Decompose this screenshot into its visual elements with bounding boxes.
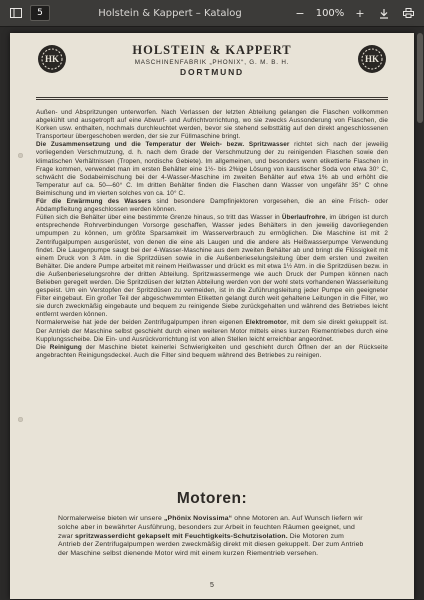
paragraph: Füllen sich die Behälter über eine bestimmte Grenze hinaus, so tritt das Wasser in Überlaufrohre, im übrigen ist durch entsprechende Rohrverbindungen Vorsorge geschaffen, Wasser jedes Behälters in den jeweilig davorliegenden umpumpen zu können, um größte Sparsamkeit im Wasserverbrauch zu ermöglichen. Die Maschine ist mit 2 Zentrifugalpumpen ausgerüstet, von denen die eine als Laugen und die andere als Heißwasserpumpe Verwendung findet. Die Laugenpumpe saugt bei der 4-Wasser-Maschine aus dem zweiten Behälter ab und bringt die Flüssigkeit mit einem Druck von 3 Atm. in die Spritzdüsen sowie in die Außenberieselungsleitung über dem ersten und zweiten Behälter. Die andere Pumpe arbeitet mit reinem Heißwasser und drückt es mit etwa 1½ Atm. in die Spritzdüsen bezw. in die Außenberieselungsrohre der dritten Abteilung. Spritzwassermenge wie auch Druck der Pumpen können nach Belieben geregelt werden. Die Spritzdüsen der letzten Abteilung werden von der wohl stets vorhandenen Wasserleitung gespeist. Um ein Verstopfen der Spritzdüsen zu vermeiden, ist in die Zuführungsleitung jeder Pumpe ein geeigneter Filter eingebaut. Ein großer Teil der abgeschwemmten Etiketten gelangt durch weit gehaltene Leitungen in die Filter, wo sie durch zweckmäßig eingebaute und bequem zu reinigende Siebe zurückgehalten und während des Betriebes leicht entfernt werden können. xyxy=(36,214,388,319)
company-name: HOLSTEIN & KAPPERT xyxy=(132,43,292,57)
zoom-level[interactable]: 100% xyxy=(315,7,345,19)
svg-text:HK: HK xyxy=(364,54,380,64)
paragraph: Normalerweise hat jede der beiden Zentrifugalpumpen ihren eigenen Elektromotor, mit dem sie direkt gekuppelt ist. Der Antrieb der Maschine selbst geschieht durch einen weiteren Motor mittels eines kurzen Riementriebes durch eine Kupplungsscheibe. Die Ein- und Ausrückvorrichtung ist von allen Stellen leicht erreichbar angeordnet. xyxy=(36,319,388,343)
motoren-text xyxy=(58,515,366,561)
page-stage xyxy=(0,27,424,600)
paragraph: Normalerweise bieten wir unsere „Phönix Novissima“ ohne Motoren an. Auf Wunsch liefern wir solche aber in bewährter Ausführung, besonders zur Arbeit in feuchten Räumen geeignet, und zwar spritzwasserdicht gekapselt mit Feuchtigkeits-Schutzisolation. Die Motoren zum Antrieb der Zentrifugalpumpen werden zweckmäßig direkt mit diesen gekuppelt. Der zum Antrieb der Maschine selbst dienende Motor wird mit einem kurzen Riementrieb versehen. xyxy=(58,515,364,558)
scrollbar[interactable] xyxy=(417,33,423,599)
svg-text:HK: HK xyxy=(44,54,60,64)
paragraph: Außen- und Abspritzungen unterworfen. Nach Verlassen der letzten Abteilung gelangen die Flaschen vollkommen abgekühlt und ausgetropft auf eine Abwurf- und Aufrichtvorrichtung, wo sie zwecks Aussonderung von Flaschen, die Korken usw. enthalten, nochmals durchleuchtet werden, bevor sie stehend selbsttätig auf den direkt angeschlossenen Transporteur übergeschoben werden, der sie zur Füllmaschine bringt. xyxy=(36,109,388,141)
viewer-toolbar xyxy=(0,0,424,27)
header-rule xyxy=(36,99,388,100)
paragraph: Die Reinigung der Maschine bietet keinerlei Schwierigkeiten und geschieht durch Öffnen der an der Rückseite angebrachten Reinigungsdeckel. Auch die Filter sind bequem während des Betriebes zu reinigen. xyxy=(36,343,388,359)
scrollbar-thumb[interactable] xyxy=(417,33,423,123)
zoom-in-icon[interactable]: + xyxy=(355,6,365,20)
letterhead xyxy=(10,43,414,77)
document-page xyxy=(10,33,414,599)
sidebar-icon[interactable] xyxy=(6,4,26,22)
page-indicator xyxy=(30,5,50,21)
header-rule xyxy=(36,97,388,98)
punch-hole xyxy=(18,417,23,422)
section-heading: Motoren: xyxy=(176,490,248,507)
page-number: 5 xyxy=(210,582,214,589)
document-title: Holstein & Kappert – Katalog xyxy=(98,7,242,19)
zoom-out-icon[interactable]: − xyxy=(295,6,305,20)
paragraph: Die Zusammensetzung und die Temperatur der Weich- bezw. Spritzwasser richtet sich nach der jeweilig vorliegenden Verschmutzung, d. h. nach dem Grade der Verschmutzung der zu reinigenden Flaschen sowie den klimatischen Verhältnissen (Tropen, nordische Gebiete). Im allgemeinen, und besonders wenn etikettierte Flaschen in Frage kommen, verwendet man im ersten Behälter eine 1½- bis 2%ige Lösung von kaustischer Soda von etwa 30° C, schwächt die Sodabeimischung bei der 4-Wasser-Maschine im zweiten Behälter auf etwa 1% ab und erhöht die Temperatur auf ca. 50—60° C. Im dritten Behälter finden die Flaschen dann Wasser von ungefähr 35° C ohne Beimischung und im vierten solches von ca. 10° C. xyxy=(36,141,388,197)
print-icon[interactable] xyxy=(398,4,418,22)
company-subtitle: MASCHINENFABRIK „PHONIX“, G. M. B. H. xyxy=(134,59,290,66)
download-icon[interactable] xyxy=(374,4,394,22)
body-text xyxy=(36,109,388,492)
page-number-input[interactable]: 5 xyxy=(30,5,50,21)
paragraph: Für die Erwärmung des Wassers sind besondere Dampfinjektoren vorgesehen, die an eine Frisch- oder Abdampfleitung angeschlossen werden können. xyxy=(36,198,388,214)
company-city: DORTMUND xyxy=(180,67,244,77)
punch-hole xyxy=(18,153,23,158)
